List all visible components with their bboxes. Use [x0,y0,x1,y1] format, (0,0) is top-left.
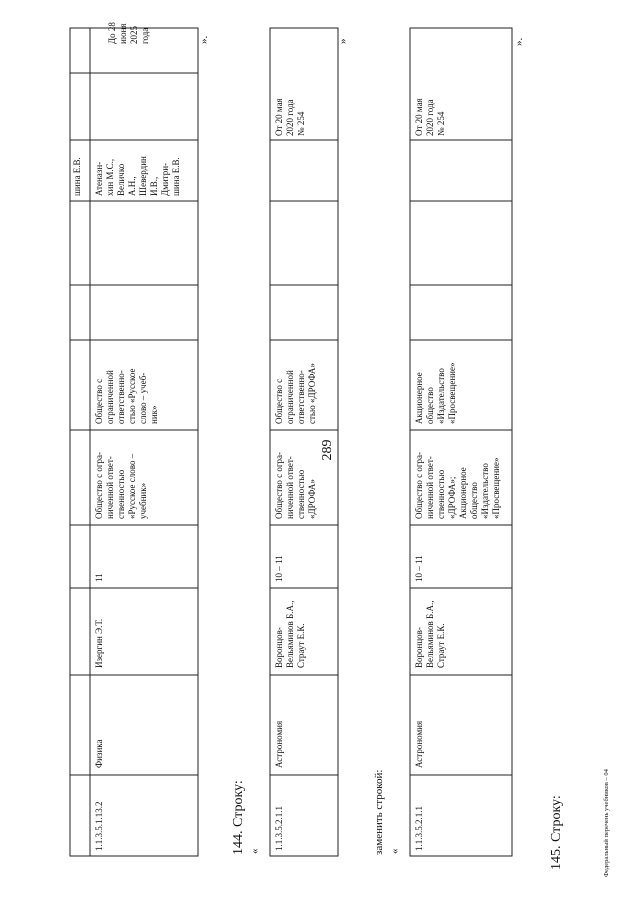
heading-145: 145. Строку: [549,795,564,870]
table-3-publisher-line: общество [469,482,479,519]
table-2-publisher-2-line: стью «ДРОФА» [307,363,317,424]
open-quote-2: « [389,848,401,854]
table-1-publisher-line: ниченной ответ- [105,456,115,519]
table-2-authors-line: Вельяминов Б.А., [285,600,295,668]
table-2-publisher-2-line: Общество с [274,378,284,424]
table-1-authors-2-line: А.Н., [127,176,137,196]
table-1-authors-2-line: Дмитри- [160,162,170,196]
table-3-publisher-2-line: общество [425,387,435,424]
table-3-date-line: № 254 [436,111,446,136]
table-2-publisher-line: Общество с огра- [274,451,284,519]
table-2-publisher-line: «ДРОФА» [307,479,317,519]
table-2-subject: Астрономия [274,720,284,768]
heading-144: 144. Строку: [231,780,246,855]
table-2-publisher [274,450,317,519]
table-1-publisher-2-line: стью «Русское [127,368,137,424]
table-3-grade: 10 – 11 [414,555,424,582]
table-2-code: 1.1.3.5.2.1.1 [274,806,284,851]
table-2-date-line: От 20 мая [274,98,284,136]
table-1-publisher-2-line: ограниченной [105,370,115,424]
table-1-publisher-line: «Русское слово – [127,453,137,519]
open-quote-1: « [249,848,261,854]
table-3-publisher-line: «Издательство [480,463,490,519]
table-1-publisher-2-line: слово – учеб- [138,372,148,424]
table-1-date-line: года [140,27,150,44]
table-1-authors: Изергин Э.Т. [94,618,104,668]
table-1-publisher-2-line: ник» [149,405,159,424]
table-2-publisher-line: ниченной ответ- [285,456,295,519]
table-2-publisher-line: ственностью [296,469,306,519]
table-3-authors-line: Вельяминов Б.А., [425,600,435,668]
table-3-publisher-line: «Просвещение» [491,457,501,519]
table-3 [410,28,512,856]
table-1-grade: 11 [94,573,104,582]
table-3-date [414,96,446,136]
table-3-publisher [414,450,501,519]
table-1-publisher-2-line: ответственно- [116,370,126,424]
heading-replace: заменить строкой: [373,769,385,855]
table-1-authors-2-line: Атеназн- [94,161,104,196]
table-3-authors-line: Страут Е.К. [436,623,446,668]
table-1-publisher-line: ственностью [116,469,126,519]
table-1-publisher-2-line: Общество с [94,378,104,424]
table-3-publisher-line: Акционерное [458,467,468,519]
table-2-publisher-2-line: ограниченной [285,370,295,424]
table-3-date-line: 2020 года [425,99,435,136]
table-2-date-line: 2020 года [285,99,295,136]
table-1-subject: Физика [94,739,104,768]
table-3-date-line: От 20 мая [414,98,424,136]
table-3-code: 1.1.3.5.2.1.1 [414,806,424,851]
table-1-authors-2-line: шина Е.В. [171,157,181,196]
table-1-date-line: июня [118,23,128,44]
table-1-publisher [94,450,148,519]
table-3-publisher-line: ственностью [436,469,446,519]
table-1-authors-2-line: хин М.С., [105,158,115,196]
table-1-publisher-line: Общество с огра- [94,451,104,519]
table-3-subject: Астрономия [414,720,424,768]
table-1-publisher-line: учебник» [138,482,148,519]
table-2-date [274,96,306,136]
table-1-authors-2-line: И.В., [149,176,159,196]
table-1-date-line: 2025 [129,26,139,44]
table-3-authors-line: Воронцов- [414,627,424,668]
table-2-authors-line: Воронцов- [274,627,284,668]
table-3-publisher-2-line: «Издательство [436,368,446,424]
table-1-authors-2-line: Шевердин [138,156,148,196]
table-2-authors [274,598,306,668]
table-1-code: 1.1.3.5.1.13.2 [94,801,104,851]
table-1-date-line: До 28 [107,22,117,44]
table-1 [70,20,198,856]
table-3-publisher-line: Общество с огра- [414,451,424,519]
footer-text: Федеральный перечень учебников – 04 [603,769,610,877]
table-1-authors-2-line: Величко [116,163,126,196]
close-quote-top: ». [198,35,210,44]
table-2-authors-line: Страут Е.К. [296,623,306,668]
table-2-date-line: № 254 [296,111,306,136]
table-3-publisher-line: ниченной ответ- [425,456,435,519]
page-number: 289 [320,439,335,461]
table-3-publisher-2 [414,363,457,424]
table-3-publisher-line: «ДРОФА»; [447,476,457,519]
table-2-publisher-2-line: ответственно- [296,370,306,424]
close-quote-2: » [337,38,349,44]
table-3-authors [414,598,446,668]
table-1-authors-2 [94,154,181,196]
close-quote-3: ». [513,37,525,46]
table-1-publisher-2 [94,366,159,424]
table-1-top-author: шина Е.В. [72,157,82,196]
table-2-grade: 10 – 11 [274,555,284,582]
table-3-publisher-2-line: Акционерное [414,372,424,424]
table-1-date [107,20,150,44]
table-2-publisher-2 [274,363,317,424]
table-3-publisher-2-line: «Просвещение» [447,362,457,424]
